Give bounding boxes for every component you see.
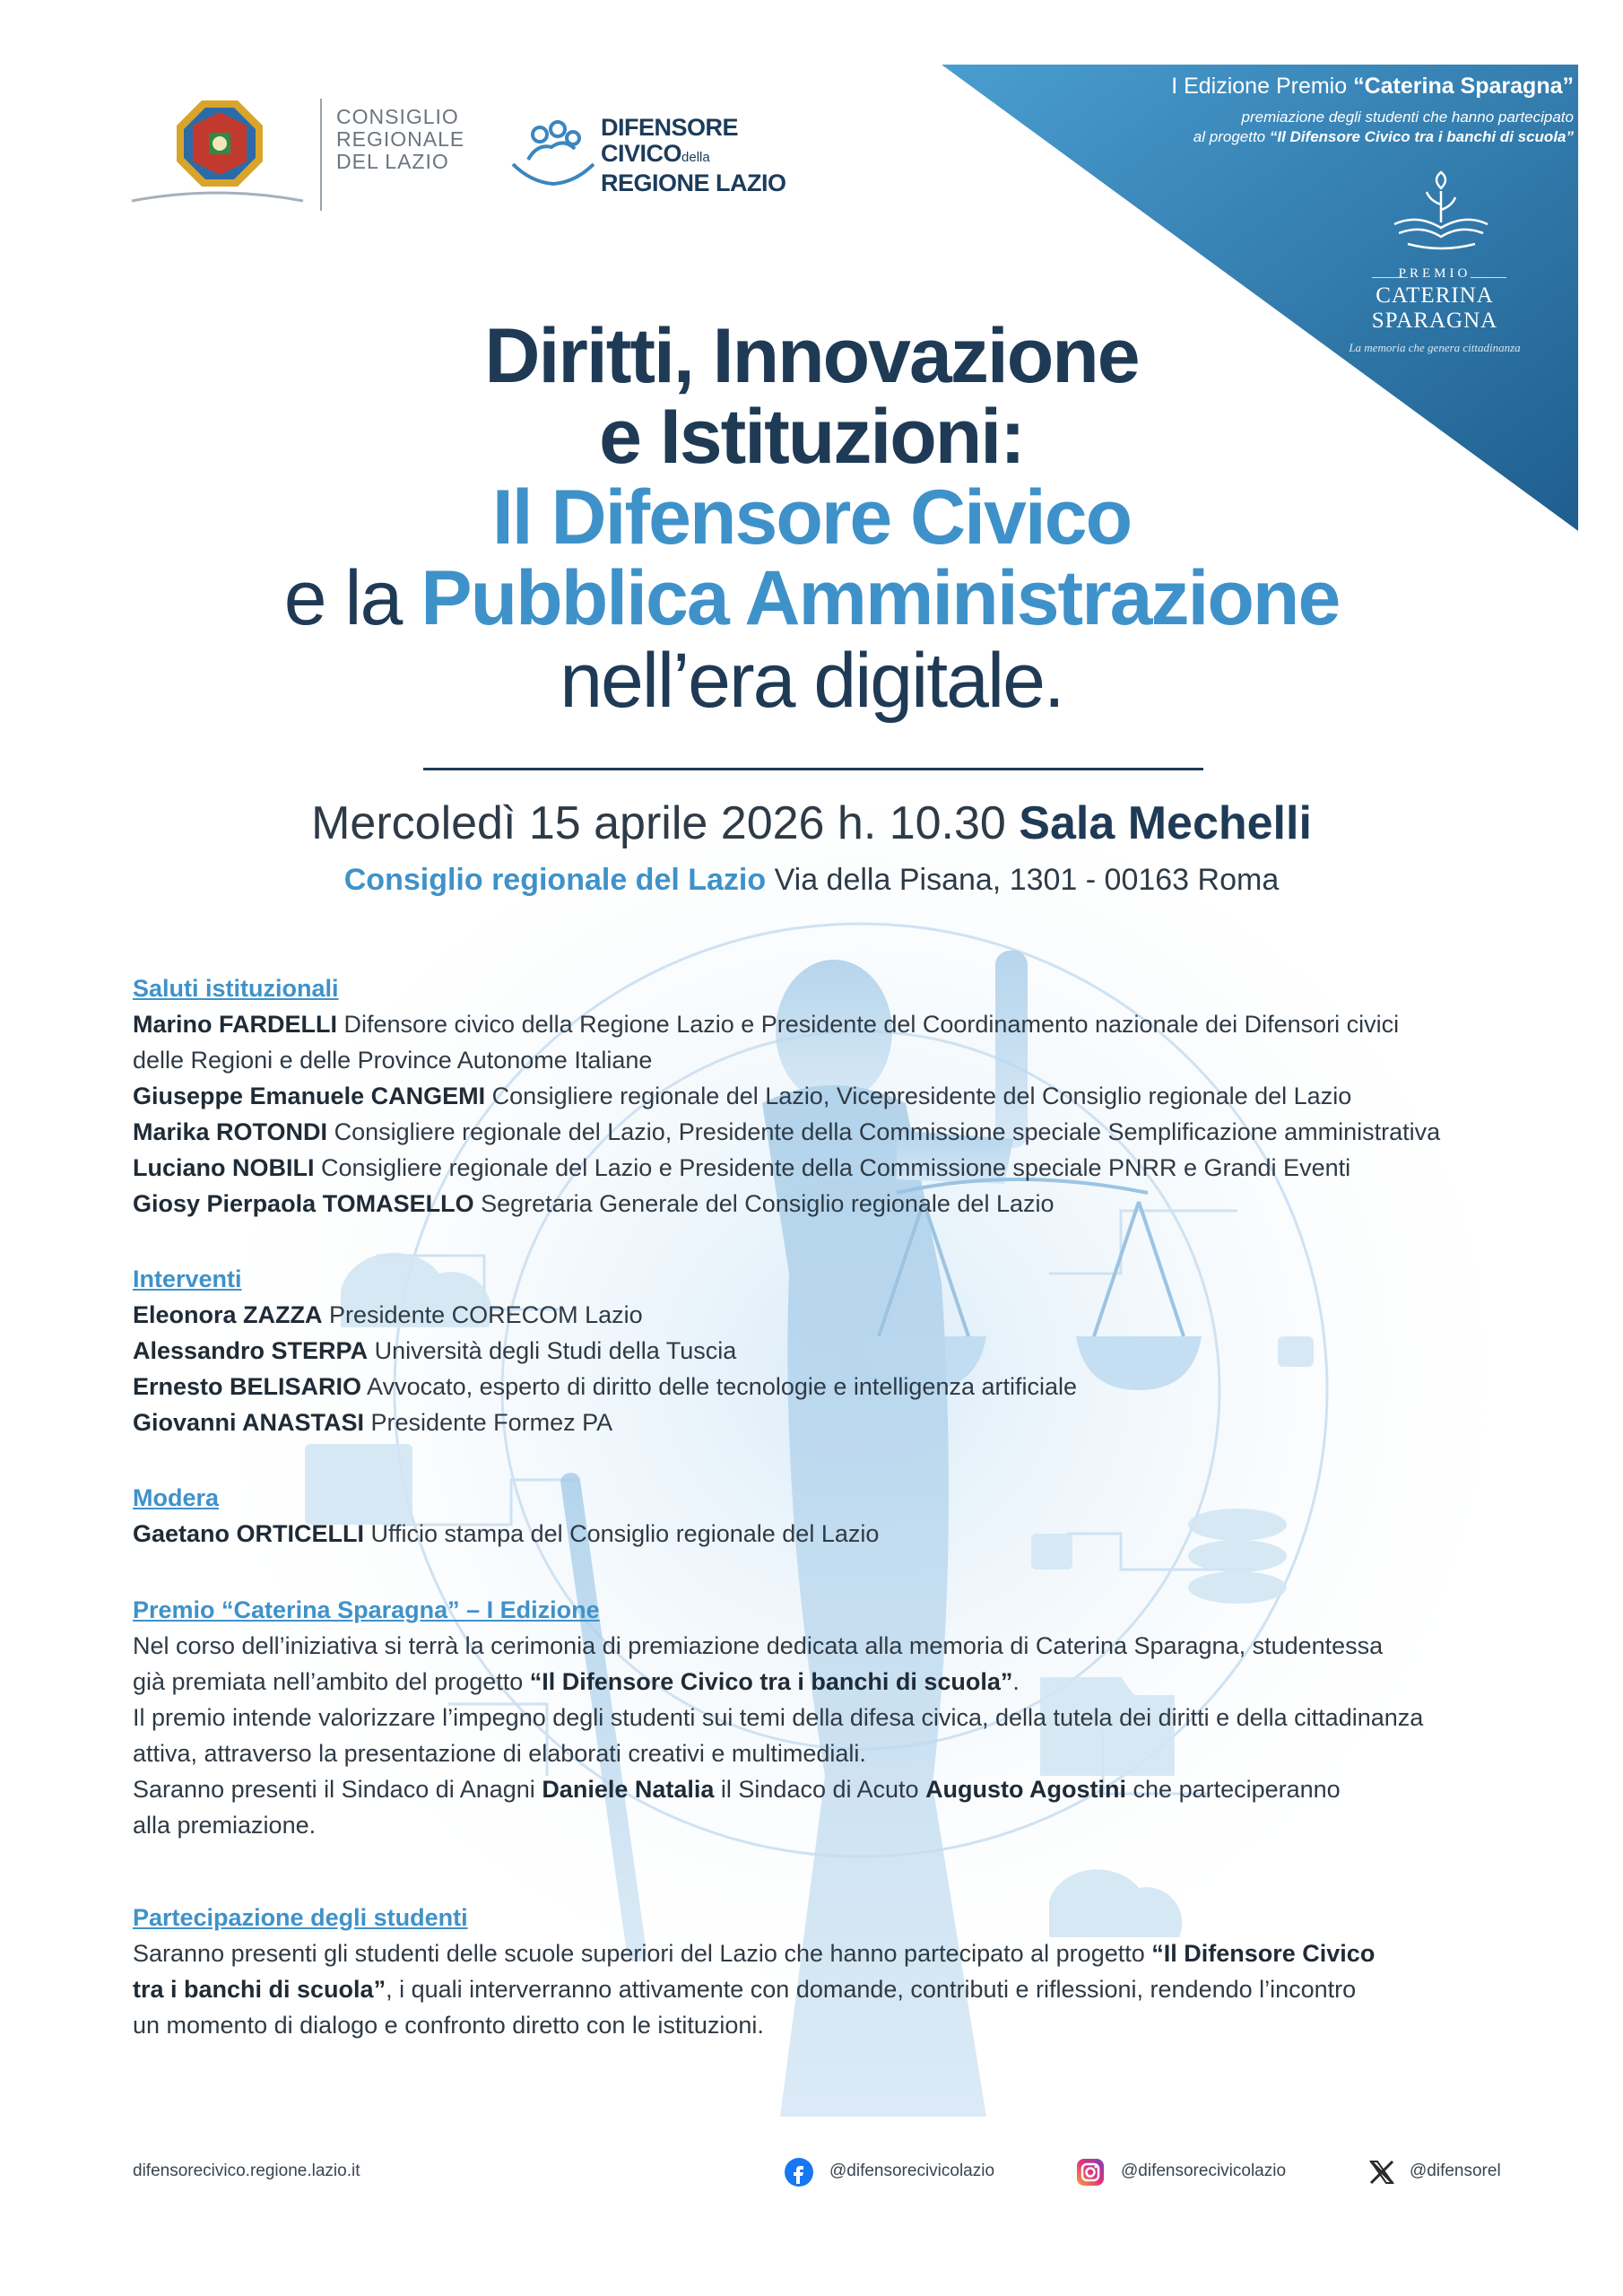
saluti-speaker-4: Luciano NOBILI Consigliere regionale del Lazio e Presidente della Commissione speciale PNRR e Grandi Eventi [133,1154,1351,1181]
saluti-speaker-5: Giosy Pierpaola TOMASELLO Segretaria Generale del Consiglio regionale del Lazio [133,1190,1055,1217]
saluti-speaker-1: Marino FARDELLI Difensore civico della Regione Lazio e Presidente del Coordinamento nazionale dei Difensori civici [133,1011,1400,1038]
partecipazione-section [133,1900,1532,2043]
logo-divider [320,99,322,211]
premio-motto: La memoria che genera cittadinanza [1349,341,1521,354]
rose-book-emblem-icon [1381,169,1502,258]
partecipazione-text-3: un momento di dialogo e confronto diretto con le istituzioni. [133,2012,764,2039]
premio-text-3: Il premio intende valorizzare l’impegno degli studenti sui temi della difesa civica, della tutela dei diritti e della cittadinanza [133,1704,1424,1731]
instagram-icon[interactable] [1076,2158,1105,2187]
saluti-speaker-3: Marika ROTONDI Consigliere regionale del Lazio, Presidente della Commissione speciale Semplificazione amministrativa [133,1118,1441,1145]
partecipazione-text-2: tra i banchi di scuola”, i quali interverranno attivamente con domande, contributi e riflessioni, rendendo l’incontro [133,1976,1357,2003]
premio-word: PREMIO [1398,266,1471,281]
council-line-1: CONSIGLIO [336,105,459,128]
difensore-line-3: REGIONE LAZIO [601,170,786,196]
lazio-council-crest-logo [175,99,265,188]
interventi-speaker-1: Eleonora ZAZZA Presidente CORECOM Lazio [133,1301,643,1328]
council-line-3: DEL LAZIO [336,150,449,173]
premio-text-5: Saranno presenti il Sindaco di Anagni Daniele Natalia il Sindaco di Acuto Augusto Agostini che parteciperanno [133,1776,1341,1803]
title-divider [423,768,1203,770]
difensore-logo-text [601,115,786,196]
title-line-5: nell’era digitale. [560,638,1063,724]
title-line-2: e Istituzioni: [599,394,1024,480]
facebook-handle[interactable]: @difensorecivicolazio [829,2161,995,2180]
banner-sub-line-2: al progetto “Il Difensore Civico tra i banchi di scuola” [1193,128,1574,145]
premio-section [133,1592,1532,1843]
x-handle[interactable]: @difensorel [1410,2161,1501,2180]
council-line-2: REGIONALE [336,127,465,151]
footer-website-link[interactable]: difensorecivico.regione.lazio.it [133,2161,360,2180]
partecipazione-text-1: Saranno presenti gli studenti delle scuole superiori del Lazio che hanno partecipato al progetto “Il Difensore Civico [133,1940,1376,1967]
interventi-heading: Interventi [133,1265,242,1292]
title-line-3: Il Difensore Civico [491,474,1132,561]
banner-title: I Edizione Premio “Caterina Sparagna” [1171,74,1574,99]
saluti-heading: Saluti istituzionali [133,975,339,1002]
premio-heading: Premio “Caterina Sparagna” – I Edizione [133,1596,600,1623]
interventi-section [133,1261,1532,1440]
facebook-icon[interactable] [785,2158,813,2187]
modera-section [133,1480,1532,1552]
modera-speaker: Gaetano ORTICELLI Ufficio stampa del Consiglio regionale del Lazio [133,1520,880,1547]
partecipazione-heading: Partecipazione degli studenti [133,1904,468,1931]
council-logo-text [336,106,464,173]
event-address: Consiglio regionale del Lazio Via della Pisana, 1301 - 00163 Roma [343,863,1280,897]
saluti-speaker-2: Giuseppe Emanuele CANGEMI Consigliere regionale del Lazio, Vicepresidente del Consiglio regionale del Lazio [133,1083,1352,1109]
interventi-speaker-3: Ernesto BELISARIO Avvocato, esperto di diritto delle tecnologie e intelligenza artificiale [133,1373,1078,1400]
premio-text-4: attiva, attraverso la presentazione di elaborati creativi e multimediali. [133,1740,866,1767]
title-line-1: Diritti, Innovazione [484,313,1139,399]
crest-base-swoosh [130,188,305,204]
saluti-speaker-1-cont: delle Regioni e delle Province Autonome Italiane [133,1047,653,1074]
banner-sub-line-1: premiazione degli studenti che hanno partecipato [1241,109,1574,126]
premio-text-1: Nel corso dell’iniziativa si terrà la cerimonia di premiazione dedicata alla memoria di Caterina Sparagna, studentessa [133,1632,1384,1659]
title-line-4: e la Pubblica Amministrazione [283,555,1340,641]
premio-text-2: già premiata nell’ambito del progetto “Il Difensore Civico tra i banchi di scuola”. [133,1668,1020,1695]
difensore-hands-people-icon [508,115,598,196]
difensore-line-1: DIFENSORE [601,114,739,141]
premio-text-6: alla premiazione. [133,1812,317,1839]
interventi-speaker-4: Giovanni ANASTASI Presidente Formez PA [133,1409,613,1436]
banner-subtitle [1193,108,1574,147]
x-twitter-icon[interactable] [1367,2158,1396,2187]
interventi-speaker-2: Alessandro STERPA Università degli Studi della Tuscia [133,1337,737,1364]
saluti-section [133,970,1532,1222]
instagram-handle[interactable]: @difensorecivicolazio [1121,2161,1287,2180]
event-date: Mercoledì 15 aprile 2026 h. 10.30 Sala Mechelli [311,797,1312,849]
modera-heading: Modera [133,1484,220,1511]
premio-name: CATERINA SPARAGNA [1371,283,1498,333]
difensore-line-2: CIVICOdella [601,140,710,167]
